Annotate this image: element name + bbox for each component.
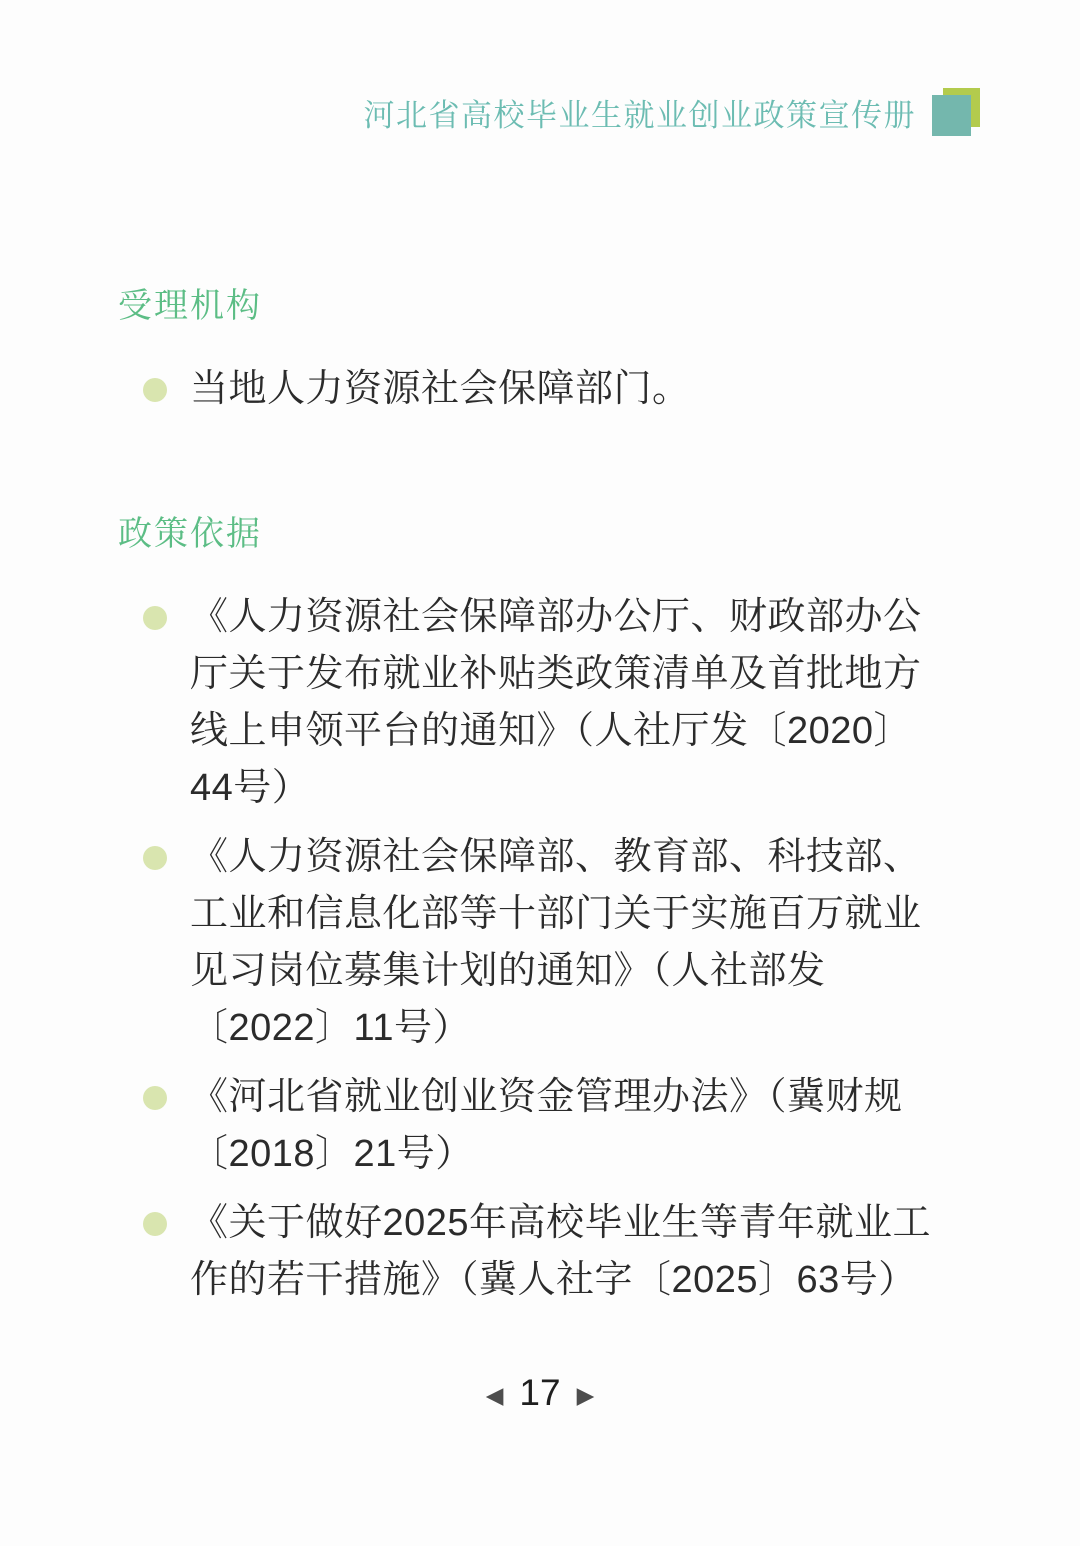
- prev-page-icon: ◀: [485, 1381, 504, 1408]
- next-page-icon: ▶: [576, 1381, 595, 1408]
- teal-square: [932, 95, 971, 136]
- section-heading-accepting-agency: 受理机构: [118, 287, 262, 325]
- page-header: [364, 88, 981, 136]
- bullet-list: [118, 589, 950, 1309]
- bullet-list: [118, 361, 950, 418]
- page-footer: [0, 1372, 1080, 1414]
- section-accepting-agency: [118, 278, 950, 418]
- section-heading-policy-basis: 政策依据: [118, 515, 262, 553]
- list-item: 《关于做好2025年高校毕业生等青年就业工作的若干措施》（冀人社字〔2025〕63号）: [190, 1195, 950, 1309]
- list-item: 《河北省就业创业资金管理办法》（冀财规〔2018〕21号）: [190, 1069, 950, 1183]
- page-content: [118, 278, 950, 1321]
- section-policy-basis: [118, 506, 950, 1309]
- header-title: 河北省高校毕业生就业创业政策宣传册: [363, 97, 916, 133]
- list-item: 《人力资源社会保障部、教育部、科技部、工业和信息化部等十部门关于实施百万就业见习岗位募集计划的通知》（人社部发〔2022〕11号）: [190, 829, 950, 1057]
- list-item: 《人力资源社会保障部办公厅、财政部办公厅关于发布就业补贴类政策清单及首批地方线上申领平台的通知》（人社厅发〔2020〕44号）: [190, 589, 950, 817]
- overlapping-squares-icon: [932, 88, 980, 136]
- list-item: 当地人力资源社会保障部门。: [190, 361, 950, 418]
- page-number: 17: [519, 1372, 561, 1413]
